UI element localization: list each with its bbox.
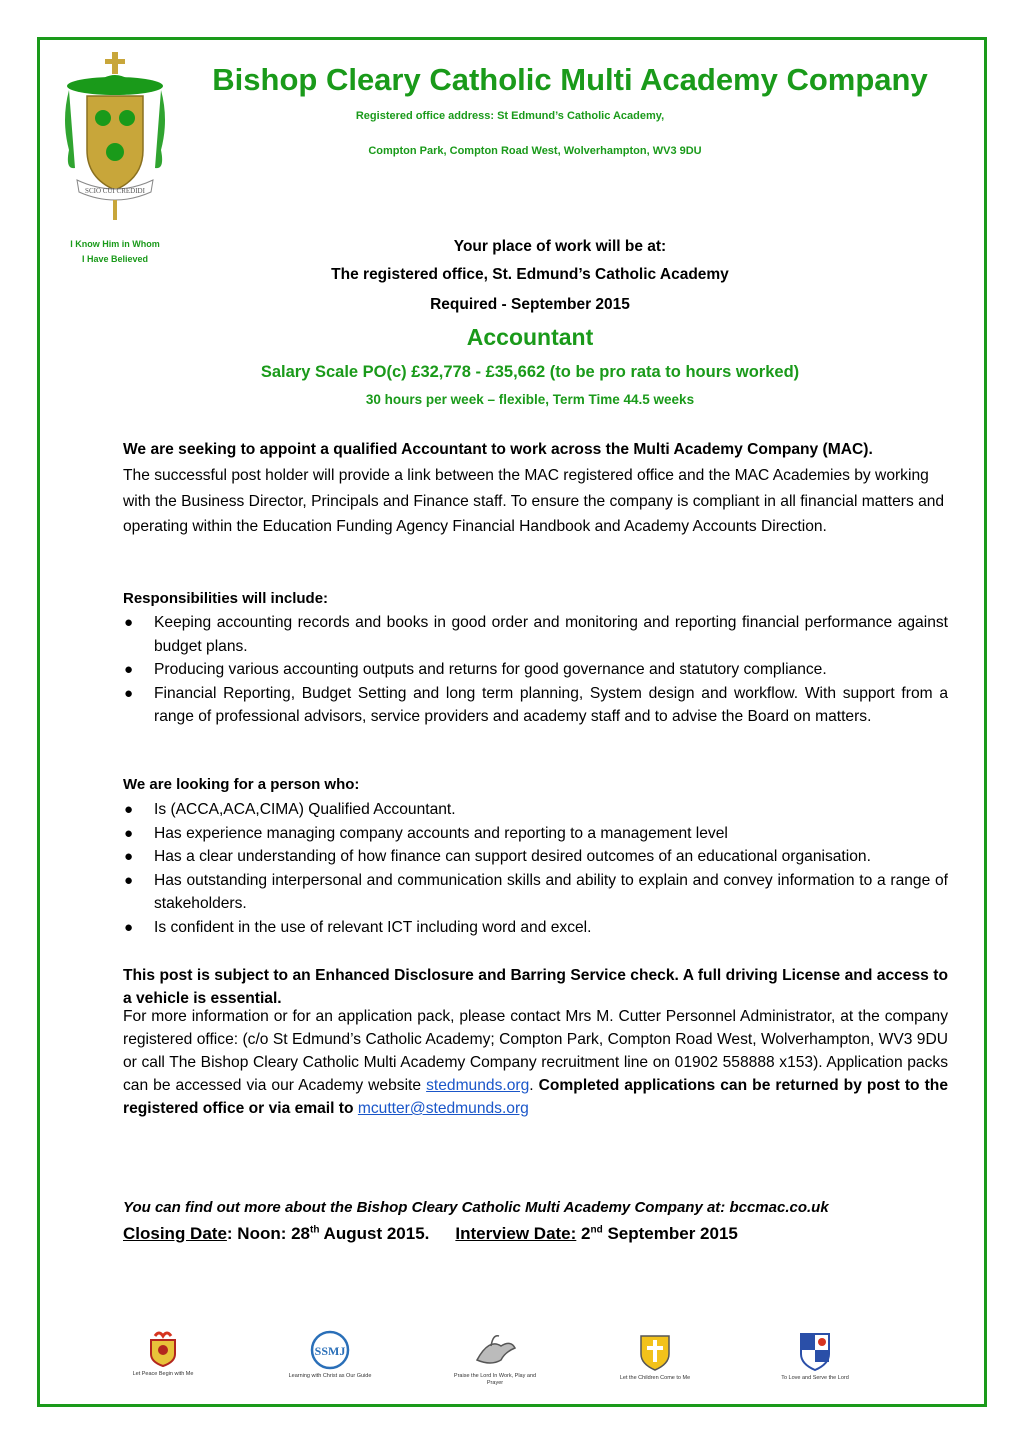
school-caption: Let Peace Begin with Me [132, 1371, 194, 1377]
list-item: ● Has experience managing company accounts and reporting to a management level [123, 822, 948, 846]
ssmj-circle-icon [308, 1330, 352, 1370]
crest-motto: SCIO CUI CREDIDI [85, 187, 145, 195]
contact-text: For more information or for an application pack, please contact Mrs M. Cutter Personnel Administrator, at the company registered office: (c/o St Edmund’s Catholic Academy; Compton Park, Compton Road West, Wolverhampton, WV3 9DU or call The Bishop Cleary Catholic Multi Academy Company recruitment line on 01902 558888 x153). Application packs can be accessed via our Academy website [123, 1008, 948, 1094]
cross-shield-icon [635, 1330, 675, 1372]
responsibilities-list [123, 611, 948, 729]
school-caption: Praise the Lord In Work, Play and Prayer [453, 1373, 537, 1386]
bullet-icon: ● [124, 824, 134, 842]
school-logo-1 [118, 1330, 208, 1378]
list-item: ● Has outstanding interpersonal and communication skills and ability to explain and convey information to a range of stakeholders. [123, 869, 948, 916]
interview-date-suffix: nd [590, 1224, 603, 1236]
school-caption: To Love and Serve the Lord [781, 1375, 849, 1381]
motto-line-2: I Have Believed [81, 254, 149, 264]
more-info: You can find out more about the Bishop Cleary Catholic Multi Academy Company at: bccmac.co.uk [123, 1199, 829, 1216]
hours: 30 hours per week – flexible, Term Time 44.5 weeks [365, 392, 695, 407]
workplace: The registered office, St. Edmund’s Catholic Academy [331, 266, 729, 283]
bullet-icon: ● [124, 614, 134, 631]
interview-date-label: Interview Date: [455, 1224, 577, 1243]
workplace-label: Your place of work will be at: [453, 238, 667, 255]
list-item: ● Financial Reporting, Budget Setting and long term planning, System design and workflow. With support from a range of professional advisors, service providers and academy staff and to advise the Board on matters. [123, 682, 948, 729]
school-caption: Learning with Christ as Our Guide [288, 1373, 372, 1379]
closing-date-suffix: th [310, 1224, 320, 1236]
school-logo-3 [450, 1330, 540, 1387]
svg-text:SSMJ: SSMJ [314, 1344, 346, 1358]
list-item: ● Is (ACCA,ACA,CIMA) Qualified Accountant. [123, 798, 948, 822]
flame-crest-icon [143, 1330, 183, 1368]
bullet-icon: ● [124, 871, 134, 889]
address-line-2: Compton Park, Compton Road West, Wolverhampton, WV3 9DU [368, 145, 702, 157]
salary: Salary Scale PO(c) £32,778 - £35,662 (to be pro rata to hours worked) [260, 363, 800, 381]
address-line-1: Registered office address: St Edmund’s Catholic Academy, [355, 110, 665, 122]
person-heading: We are looking for a person who: [123, 776, 360, 793]
interview-date-value: 2 [576, 1224, 591, 1243]
dbs-notice: This post is subject to an Enhanced Disclosure and Barring Service check. A full driving License and access to a vehicle is essential. [123, 967, 948, 1007]
list-item: ● Is confident in the use of relevant ICT including word and excel. [123, 916, 948, 940]
school-logo-4 [610, 1330, 700, 1382]
motto [55, 237, 175, 267]
list-item: ● Has a clear understanding of how finance can support desired outcomes of an educational organisation. [123, 845, 948, 869]
bullet-icon: ● [124, 684, 134, 702]
dove-icon [471, 1330, 519, 1370]
list-item: ● Producing various accounting outputs and returns for good governance and statutory compliance. [123, 658, 948, 682]
contact-period: . [529, 1077, 534, 1094]
returns-text: Completed applications can be returned by post to the registered office or via email to [123, 1077, 948, 1117]
motto-line-1: I Know Him in Whom [70, 239, 160, 249]
dates-line [123, 1224, 738, 1244]
bullet-icon: ● [124, 918, 134, 936]
email-link[interactable]: mcutter@stedmunds.org [357, 1100, 529, 1117]
page-title: Bishop Cleary Catholic Multi Academy Company [212, 62, 928, 97]
list-item: ● Keeping accounting records and books in good order and monitoring and reporting financial performance against budget plans. [123, 611, 948, 658]
intro-lead: We are seeking to appoint a qualified Accountant to work across the Multi Academy Company (MAC). [123, 441, 873, 458]
responsibilities-heading: Responsibilities will include: [123, 590, 329, 607]
closing-date-value: : Noon: 28 [226, 1224, 311, 1243]
website-link[interactable]: stedmunds.org [426, 1077, 530, 1094]
required-date: Required - September 2015 [430, 296, 630, 313]
closing-date-rest: August 2015. [319, 1224, 430, 1243]
bullet-icon: ● [124, 661, 134, 678]
school-logo-5 [770, 1330, 860, 1382]
intro-body: The successful post holder will provide a link between the MAC registered office and the MAC Academies by working with the Business Director, Principals and Finance staff. To ensure the company is compliant in all financial matters and operating within the Education Funding Agency Financial Handbook and Academy Accounts Direction. [123, 467, 945, 536]
school-logo-2 [285, 1330, 375, 1380]
closing-date-label: Closing Date [123, 1224, 227, 1243]
interview-date-rest: September 2015 [602, 1224, 738, 1243]
person-list [123, 798, 948, 939]
quartered-shield-icon [795, 1330, 835, 1372]
crest-logo [55, 50, 175, 222]
job-role: Accountant [466, 324, 594, 350]
contact-paragraph [123, 1005, 948, 1120]
bullet-icon: ● [124, 848, 134, 865]
school-caption: Let the Children Come to Me [619, 1375, 691, 1381]
bullet-icon: ● [124, 801, 134, 818]
